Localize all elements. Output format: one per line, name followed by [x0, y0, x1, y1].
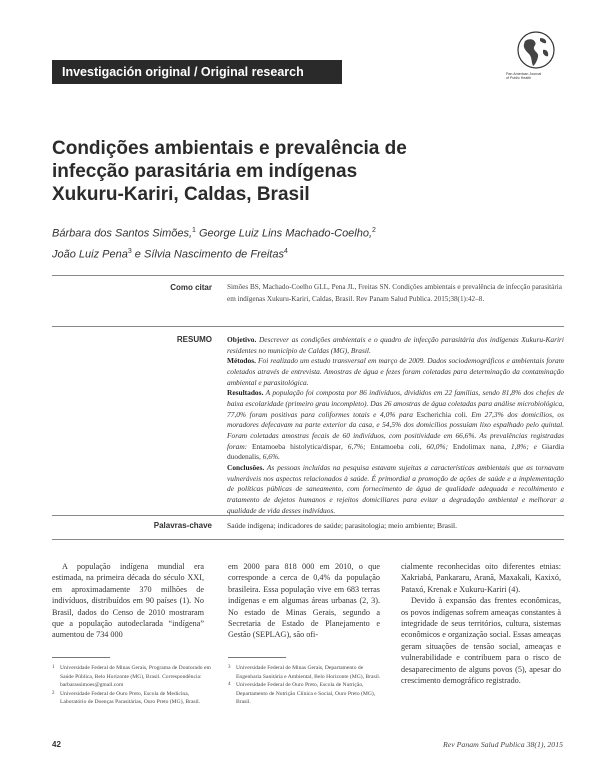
abstract-objective-label: Objetivo.	[227, 335, 257, 344]
section-banner: Investigación original / Original research	[52, 60, 342, 84]
abstract-results-label: Resultados.	[227, 388, 264, 398]
journal-logo-text	[506, 72, 566, 81]
keywords-text: Saúde indígena; indicadores de saúde; parasitologia; meio ambiente; Brasil.	[227, 521, 458, 530]
organism-name: Endolimax nana	[452, 441, 505, 451]
footnote-number: 1	[52, 665, 55, 670]
organism-name: Entamoeba histolytica/dispar	[252, 441, 342, 451]
abstract-results: , 60,0%;	[419, 441, 453, 451]
title-line: Xukuru-Kariri, Caldas, Brasil	[52, 184, 310, 205]
journal-logo-line: Pan American Journal	[506, 72, 542, 76]
abstract-methods-label: Métodos.	[227, 356, 256, 366]
author-name: George Luiz Lins Machado-Coelho,	[195, 227, 373, 240]
author-affiliation-mark: 3	[127, 247, 132, 255]
globe-logo-icon	[516, 30, 556, 70]
abstract-conclusions: As pessoas incluídas na pesquisa estavam sujeitas a características ambientais que as tornavam vulneráveis nos aspectos relacionados à saúde. É primordial a promoção de ações de saúde e a implementação de políticas públicas de saneamento, com fornecimento de água de qualidade adequada e recolhimento e tratamento de dejetos humanos e rejeitos domiciliares para evitar a degradação ambiental e melhorar a qualidade de vida desses indivíduos.	[227, 462, 564, 515]
citation-text: Simões BS, Machado-Coelho GLL, Pena JL, Freitas SN. Condições ambientais e prevalência de infecção parasitária em indígenas Xukuru-Kariri, Caldas, Brasil. Rev Panam Salud Publica. 2015;38(1):42–8.	[227, 283, 562, 303]
organism-name: Giardia duodenalis	[227, 441, 565, 462]
footnote-text: Universidade Federal de Minas Gerais, Departamento de Engenharia Sanitária e Ambiental, Belo Horizonte (MG), Brasil.	[236, 665, 381, 680]
title-line: infecção parasitária em indígenas	[52, 161, 358, 182]
footnote-item	[228, 664, 386, 681]
author-name: Bárbara dos Santos Simões,	[52, 227, 193, 240]
article-title	[52, 137, 412, 206]
page-number: 42	[52, 740, 61, 749]
abstract-results: , 6,6%.	[259, 452, 280, 462]
footnote-item	[52, 664, 212, 690]
abstract-text	[227, 335, 564, 516]
footnote-text: Universidade Federal de Minas Gerais, Programa de Doutorado em Saúde Pública, Belo Horizonte (MG), Brasil. Correspondência: barbarassimoes@gmail.com	[60, 665, 211, 689]
citation-label: Como citar	[170, 283, 212, 292]
footnote-divider	[228, 657, 286, 658]
footnotes-right	[228, 664, 386, 707]
abstract-label: RESUMO	[176, 335, 212, 344]
body-column-2: em 2000 para 818 000 em 2010, o que corresponde a cerca de 0,4% da população brasileira. Essa população vive em 683 terras indígenas e em algumas áreas urbanas (2, 3). No estado de Minas Gerais, segundo a Secretaria de Estado de Planejamento e Gestão (SEPLAG), são ofi-	[228, 562, 380, 640]
author-line	[52, 222, 492, 243]
body-paragraph: Devido à expansão das frentes econômicas, os povos indígenas sofrem ameaças constantes à integridade de seus territórios, cultura, sistemas econômicos e organização social. Essas ameaças geram situações de tensão social, ameaças e vulnerabilidade e contribuem para o risco de desaparecimento de alguns povos (5), apesar do crescimento demográfico registrado.	[401, 596, 561, 686]
footnote-text: Universidade Federal de Ouro Preto, Escola de Nutrição, Departamento de Nutrição Clínica e Social, Ouro Preto (MG), Brasil.	[236, 682, 376, 706]
organism-name: Entamoeba coli	[370, 441, 420, 451]
abstract-objective: Descrever as condições ambientais e o quadro de infecção parasitária dos indígenas Xukuru-Kariri residentes no município de Caldas (MG), Brasil.	[227, 335, 564, 355]
footnote-divider	[52, 657, 110, 658]
author-line	[52, 243, 492, 264]
abstract-divider	[52, 326, 564, 327]
abstract-methods: Foi realizado um estudo transversal em março de 2009. Dados sociodemográficos e ambientais foram coletados através de entrevista. Amostras de água e fezes foram coletadas para determinação da contaminação ambiental e parasitológica.	[227, 356, 564, 387]
footnote-number: 3	[228, 665, 231, 670]
author-affiliation-mark: 4	[283, 247, 288, 255]
body-paragraph: cialmente reconhecidas oito diferentes etnias: Xakriabá, Pankararu, Aranã, Maxakali, Kaxixó, Pataxó, Krenak e Xukuru-Kariri (4).	[401, 562, 561, 594]
footnote-text: Universidade Federal de Ouro Preto, Escola de Medicina, Laboratório de Doenças Parasitárias, Ouro Preto (MG), Brasil.	[60, 690, 201, 706]
author-affiliation-mark: 1	[192, 227, 196, 234]
footnote-number: 2	[52, 690, 55, 696]
keywords-label: Palavras-chave	[153, 521, 212, 530]
body-column-1: A população indígena mundial era estimada, na primeira década do século XXI, em aproximadamente 370 milhões de indivíduos, distribuídos em 90 países (1). No Brasil, dados do Censo de 2010 mostraram que a população autodeclarada “indígena” aumentou de 734 000	[52, 562, 204, 640]
author-affiliation-mark: 2	[372, 227, 376, 234]
citation-divider	[52, 275, 564, 276]
abstract-results: . Em 27,3% dos domicílios, os moradores defecavam na parte exterior da casa, e 54,5% dos domicílios possuíam lixo espalhado pelo quintal. Foram coletadas amostras fecais de 60 indivíduos, com positividade em 66,6%. As prevalências registradas foram:	[227, 409, 565, 451]
journal-logo-line: of Public Health	[506, 76, 532, 81]
keywords-bottom-divider	[52, 539, 564, 540]
author-list	[52, 222, 492, 263]
abstract-results: A população foi composta por 86 indivíduos, divididos em 22 famílias, sendo 81,8% dos chefes de baixa escolaridade (primeiro grau incompleto). Das 26 amostras de água coletadas para análise microbiológica, 77,0% foram positivas para coliformes totais e 4,0% para	[227, 388, 564, 419]
keywords-divider	[52, 515, 564, 516]
body-column-3	[401, 561, 561, 686]
footnotes-left	[52, 664, 212, 707]
abstract-results: , 6,7%;	[341, 441, 371, 451]
author-name: João Luiz Pena	[52, 248, 128, 261]
running-footer: Rev Panam Salud Publica 38(1), 2015	[443, 740, 563, 749]
organism-name: Escherichia coli	[416, 409, 466, 419]
footnote-number: 4	[228, 682, 231, 688]
title-line: Condições ambientais e prevalência de	[52, 138, 407, 159]
abstract-conclusions-label: Conclusões.	[227, 462, 265, 472]
footnote-item	[52, 690, 212, 707]
footnote-item	[228, 681, 386, 707]
abstract-results: , 1,8%; e	[504, 441, 542, 451]
author-name: e Sílvia Nascimento de Freitas	[131, 248, 284, 261]
